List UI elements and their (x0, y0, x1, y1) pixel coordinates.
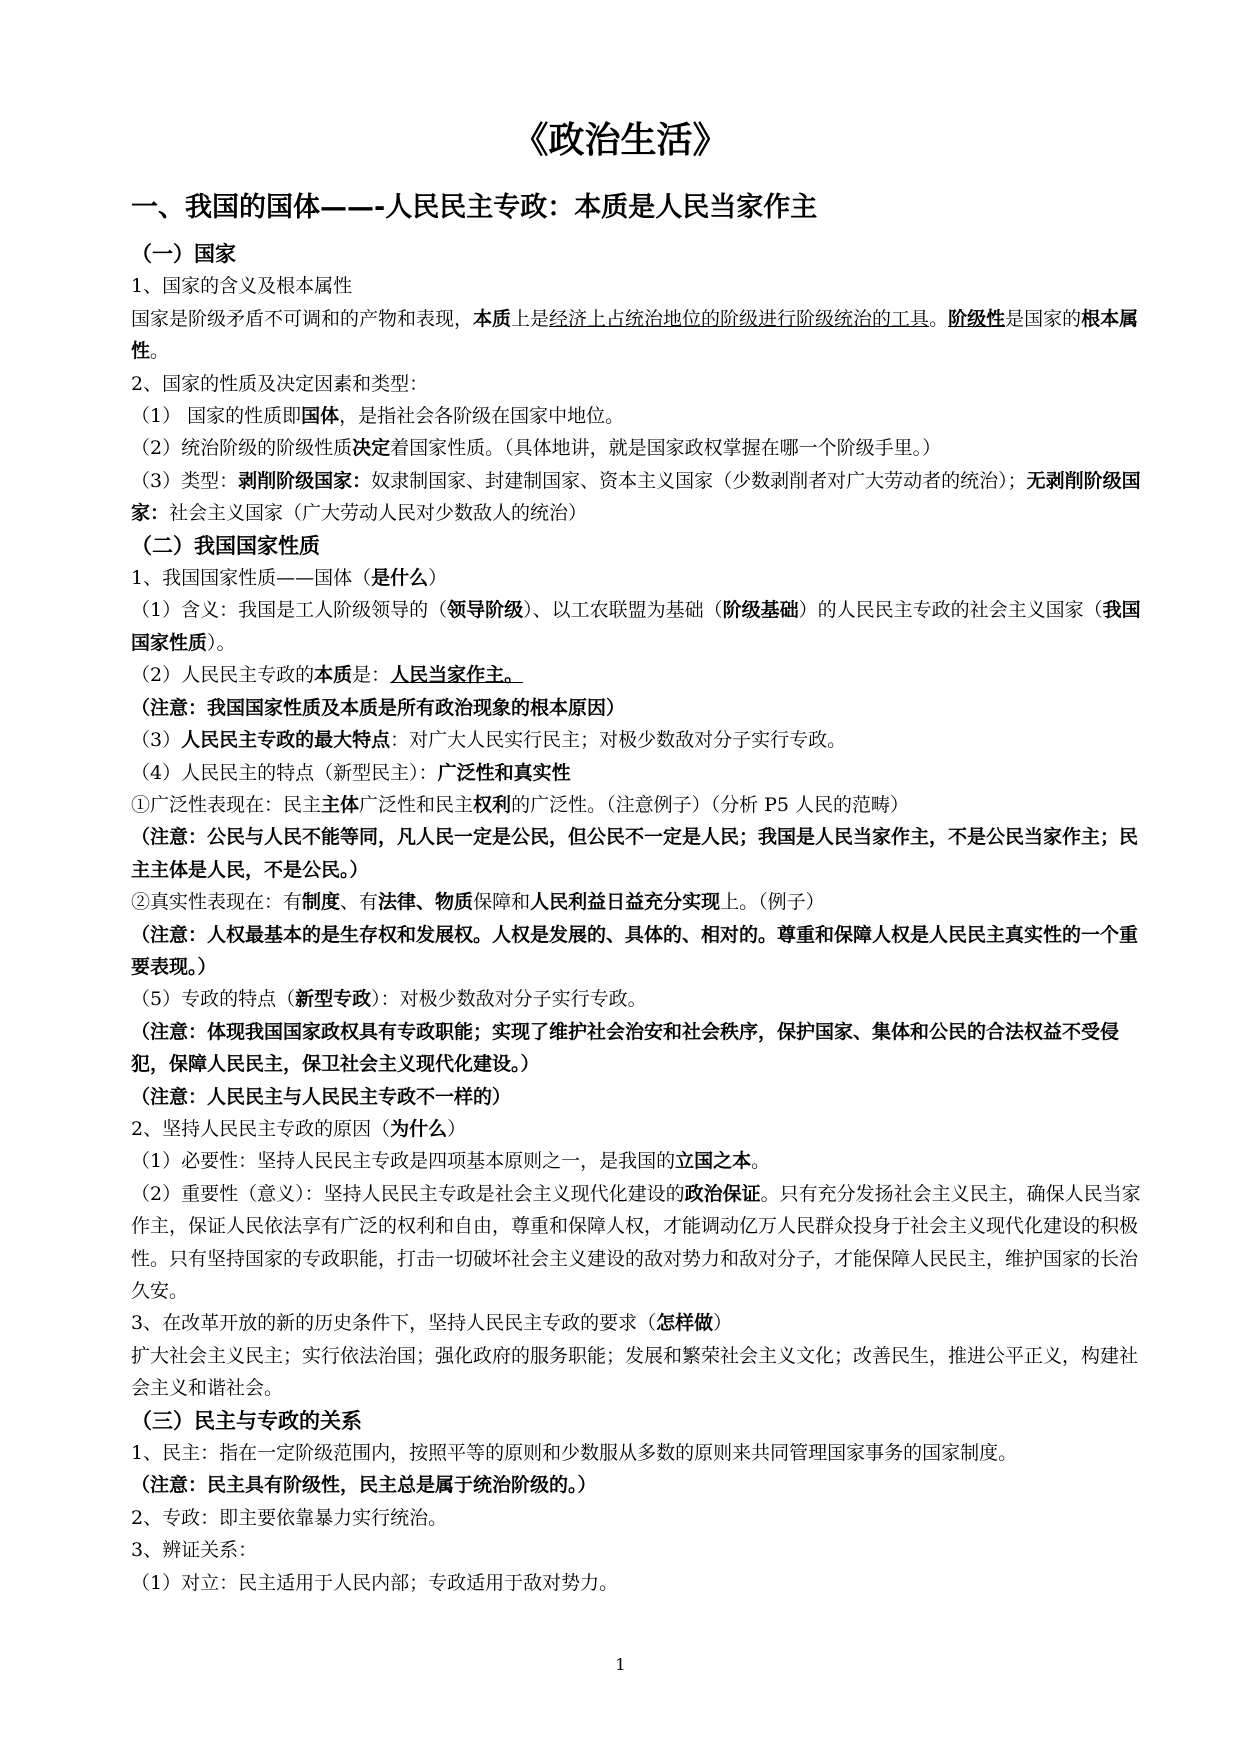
subheading-state-definition: 1、国家的含义及根本属性 (131, 275, 353, 298)
list-item: 1、民主：指在一定阶级范围内，按照平等的原则和少数服从多数的原则来共同管理国家事务的国家制度。 (131, 1442, 1018, 1465)
section-heading-national-nature: （二）我国国家性质 (131, 533, 320, 558)
note: （注意：人民民主与人民民主专政不一样的） (131, 1085, 512, 1108)
list-item: （3）类型：剥削阶级国家：奴隶制国家、封建制国家、资本主义国家（少数剥削者对广大劳动者的统治）；无剥削阶级国家：社会主义国家（广大劳动人民对少数敌人的统治） (131, 469, 1141, 525)
list-item: （1） 国家的性质即国体，是指社会各阶级在国家中地位。 (131, 405, 625, 428)
list-item: ②真实性表现在：有制度、有法律、物质保障和人民利益日益充分实现上。（例子） (131, 891, 825, 914)
list-item: 3、辨证关系： (131, 1539, 258, 1562)
page-number: 1 (615, 1655, 626, 1674)
list-item: （1）含义：我国是工人阶级领导的（领导阶级）、以工农联盟为基础（阶级基础）的人民民主专政的社会主义国家（我国国家性质）。 (131, 599, 1141, 654)
list-item: （2）统治阶级的阶级性质决定着国家性质。（具体地讲，就是国家政权掌握在哪一个阶级手里。） (131, 437, 942, 460)
list-item: （1）必要性：坚持人民民主专政是四项基本原则之一，是我国的立国之本。 (131, 1150, 771, 1173)
list-item: （2）重要性（意义）：坚持人民民主专政是社会主义现代化建设的政治保证。只有充分发扬社会主义民主，确保人民当家作主，保证人民依法享有广泛的权利和自由，尊重和保障人权，才能调动亿万人民群众投身于社会主义现代化建设的积极性。只有坚持国家的专政职能，打击一切破坏社会主义建设的敌对势力和敌对分子，才能保障人民民主，维护国家的长治久安。 (131, 1182, 1141, 1302)
list-item: 2、专政：即主要依靠暴力实行统治。 (131, 1506, 448, 1529)
subheading: 2、坚持人民民主专政的原因（为什么） (131, 1117, 467, 1140)
list-item: （3）人民民主专政的最大特点：对广大人民实行民主；对极少数敌对分子实行专政。 (131, 729, 847, 752)
list-item: （5）专政的特点（新型专政）：对极少数敌对分子实行专政。 (131, 988, 647, 1011)
document-body (131, 238, 1151, 1599)
note: （注意：人权最基本的是生存权和发展权。人权是发展的、具体的、相对的。尊重和保障人权是人民民主真实性的一个重要表现。） (131, 923, 1139, 978)
section-heading-state: （一）国家 (131, 242, 236, 266)
subheading: 1、我国国家性质——国体（是什么） (131, 567, 448, 590)
note: （注意：民主具有阶级性，民主总是属于统治阶级的。） (131, 1474, 597, 1497)
document-title: 《政治生活》 (512, 119, 729, 161)
list-item: ①广泛性表现在：民主主体广泛性和民主权利的广泛性。（注意例子）（分析 P5 人民的范畴） (131, 793, 910, 816)
list-item: （2）人民民主专政的本质是：人民当家作主。 (131, 664, 524, 687)
section-heading-democracy-dictatorship: （三）民主与专政的关系 (131, 1408, 362, 1433)
list-item: （1）对立：民主适用于人民内部；专政适用于敌对势力。 (131, 1571, 619, 1594)
subheading: 3、在改革开放的新的历史条件下，坚持人民民主专政的要求（怎样做） (131, 1312, 733, 1335)
paragraph-state-definition: 国家是阶级矛盾不可调和的产物和表现，本质上是经济上占统治地位的阶级进行阶级统治的工具。阶级性是国家的根本属性。 (131, 307, 1139, 363)
subheading-state-nature: 2、国家的性质及决定因素和类型： (131, 372, 429, 395)
list-item: （4）人民民主的特点（新型民主）：广泛性和真实性 (131, 761, 571, 784)
note: （注意：体现我国国家政权具有专政职能；实现了维护社会治安和社会秩序，保护国家、集体和公民的合法权益不受侵犯，保障人民民主，保卫社会主义现代化建设。） (131, 1020, 1120, 1076)
chapter-heading: 一、我国的国体——-人民民主专政：本质是人民当家作主 (131, 192, 818, 223)
note: （注意：公民与人民不能等同，凡人民一定是公民，但公民不一定是人民；我国是人民当家作主，不是公民当家作主；民主主体是人民，不是公民。） (131, 826, 1139, 881)
paragraph: 扩大社会主义民主；实行依法治国；强化政府的服务职能；发展和繁荣社会主义文化；改善民生，推进公平正义，构建社会主义和谐社会。 (131, 1344, 1139, 1400)
note: （注意：我国国家性质及本质是所有政治现象的根本原因） (131, 696, 626, 719)
